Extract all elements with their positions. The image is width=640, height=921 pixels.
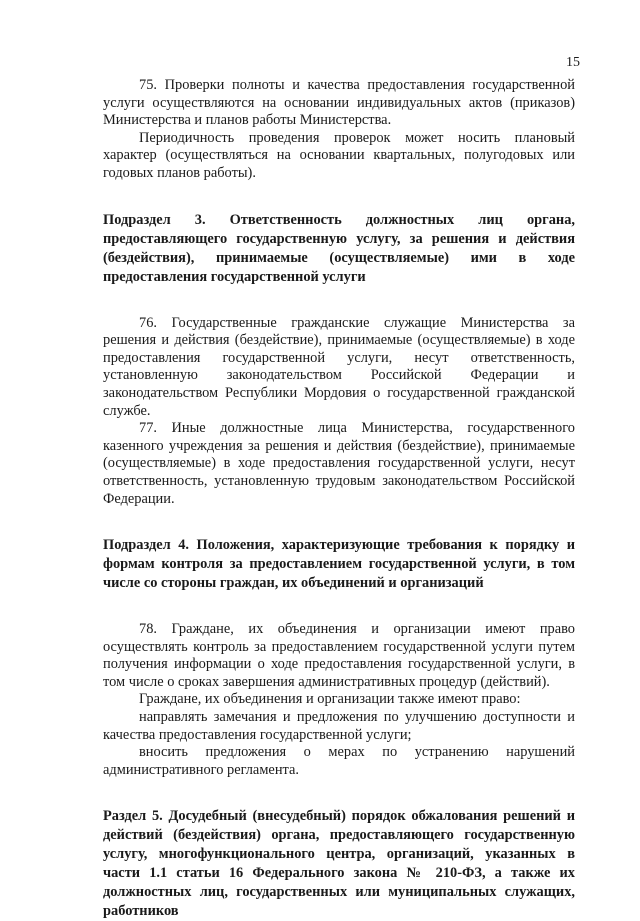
paragraph-77: 77. Иные должностные лица Министерства, государственного казенного учреждения за решения и действия (бездействие), принимаемые (осуществляемые) в ходе предоставления государственной услуги, несут ответственность, установленную трудовым законодательством Российской Федерации.	[103, 420, 575, 507]
paragraph-periodicity: Периодичность проведения проверок может носить плановый характер (осуществляться на основании квартальных, полугодовых или годовых планов работы).	[103, 129, 575, 181]
paragraph-rights-proposals: вносить предложения о мерах по устранению нарушений административного регламента.	[103, 744, 575, 778]
paragraph-75: 75. Проверки полноты и качества предоставления государственной услуги осуществляются на основании индивидуальных актов (приказов) Министерства и планов работы Министерства.	[103, 77, 575, 129]
page-content	[103, 77, 575, 921]
paragraph-rights-remarks: направлять замечания и предложения по улучшению доступности и качества предоставления государственной услуги;	[103, 709, 575, 743]
heading-section-5: Раздел 5. Досудебный (внесудебный) порядок обжалования решений и действий (бездействия) органа, предоставляющего государственную услугу, многофункционального центра, организаций, указанных в части 1.1 статьи 16 Федерального закона № 210-ФЗ, а также их должностных лиц, государственных или муниципальных служащих, работников	[103, 808, 575, 920]
paragraph-76: 76. Государственные гражданские служащие Министерства за решения и действия (бездействие), принимаемые (осуществляемые) в ходе предоставления государственной услуги, несут ответственность, установленную законодательством Российской Федерации и законодательством Республики Мордовия о государственной гражданской службе.	[103, 314, 575, 419]
heading-subsection-4: Подраздел 4. Положения, характеризующие требования к порядку и формам контроля за предоставлением государственной услуги, в том числе со стороны граждан, их объединений и организаций	[103, 537, 575, 592]
page-number: 15	[566, 55, 580, 70]
heading-subsection-3: Подраздел 3. Ответственность должностных лиц органа, предоставляющего государственную услугу, за решения и действия (бездействия), принимаемые (осуществляемые) ими в ходе предоставления государственной услуги	[103, 211, 575, 285]
paragraph-78: 78. Граждане, их объединения и организации имеют право осуществлять контроль за предоставлением государственной услуги путем получения информации о ходе предоставления государственной услуги, в том числе о сроках завершения административных процедур (действий).	[103, 621, 575, 690]
paragraph-rights-intro: Граждане, их объединения и организации также имеют право:	[139, 691, 521, 708]
